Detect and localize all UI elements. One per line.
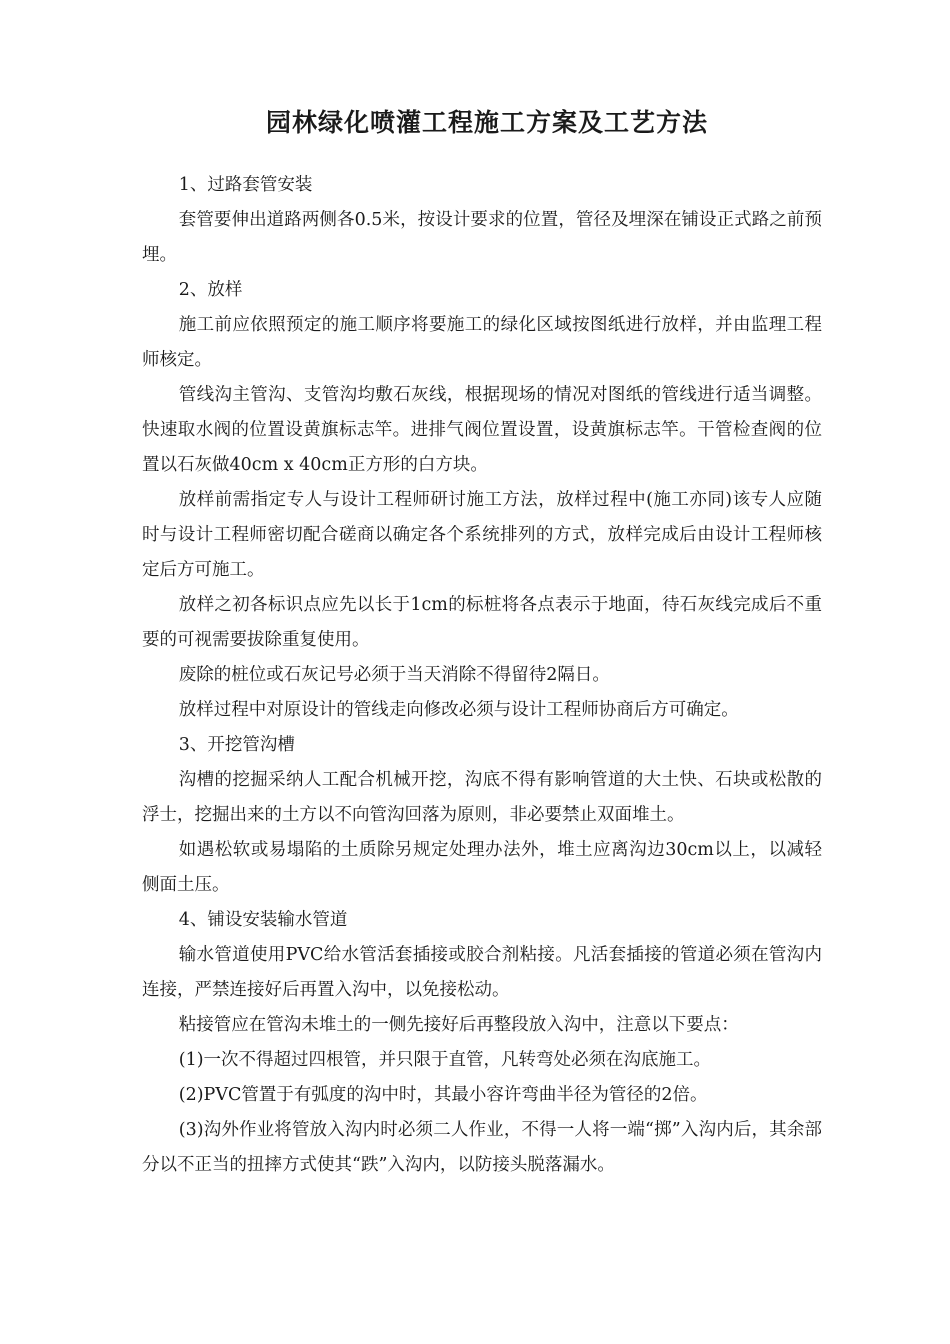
paragraph: 输水管道使用PVC给水管活套插接或胶合剂粘接。凡活套插接的管道必须在管沟内连接，严禁连接好后再置入沟中，以免接松动。 [142,945,822,1000]
section-heading-3: 3、开挖管沟槽 [178,735,295,755]
list-item: (1)一次不得超过四根管，并只限于直管，凡转弯处必须在沟底施工。 [178,1050,712,1070]
list-item: (3)沟外作业将管放入沟内时必须二人作业，不得一人将一端“掷”入沟内后，其余部分以不正当的扭摔方式使其“跌”入沟内，以防接头脱落漏水。 [142,1120,822,1175]
paragraph: 沟槽的挖掘采纳人工配合机械开挖，沟底不得有影响管道的大土快、石块或松散的浮士，挖掘出来的土方以不向管沟回落为原则，非必要禁止双面堆土。 [142,770,822,825]
paragraph: 废除的桩位或石灰记号必须于当天消除不得留待2隔日。 [178,665,610,685]
paragraph: 放样之初各标识点应先以长于1cm的标桩将各点表示于地面，待石灰线完成后不重要的可视需要拔除重复使用。 [142,595,822,650]
paragraph: 放样前需指定专人与设计工程师研讨施工方法，放样过程中(施工亦同)该专人应随时与设计工程师密切配合磋商以确定各个系统排列的方式，放样完成后由设计工程师核定后方可施工。 [142,490,822,580]
document-title: 园林绿化喷灌工程施工方案及工艺方法 [265,108,708,137]
paragraph: 施工前应依照预定的施工顺序将要施工的绿化区域按图纸进行放样，并由监理工程师核定。 [142,315,822,370]
section-heading-1: 1、过路套管安装 [178,175,313,195]
paragraph: 放样过程中对原设计的管线走向修改必须与设计工程师协商后方可确定。 [178,700,739,720]
paragraph: 套管要伸出道路两侧各0.5米，按设计要求的位置，管径及埋深在铺设正式路之前预埋。 [142,210,822,265]
paragraph: 管线沟主管沟、支管沟均敷石灰线，根据现场的情况对图纸的管线进行适当调整。快速取水阀的位置设黄旗标志竿。进排气阀位置设置，设黄旗标志竿。干管检查阀的位置以石灰做40cm x 40cm正方形的白方块。 [142,385,822,475]
paragraph: 粘接管应在管沟未堆土的一侧先接好后再整段放入沟中，注意以下要点： [178,1015,739,1035]
section-heading-2: 2、放样 [178,280,243,300]
section-heading-4: 4、铺设安装输水管道 [178,910,348,930]
paragraph: 如遇松软或易塌陷的土质除另规定处理办法外，堆土应离沟边30cm以上，以减轻侧面土压。 [142,840,822,895]
list-item: (2)PVC管置于有弧度的沟中时，其最小容许弯曲半径为管径的2倍。 [178,1085,708,1105]
document-page [142,100,822,1183]
